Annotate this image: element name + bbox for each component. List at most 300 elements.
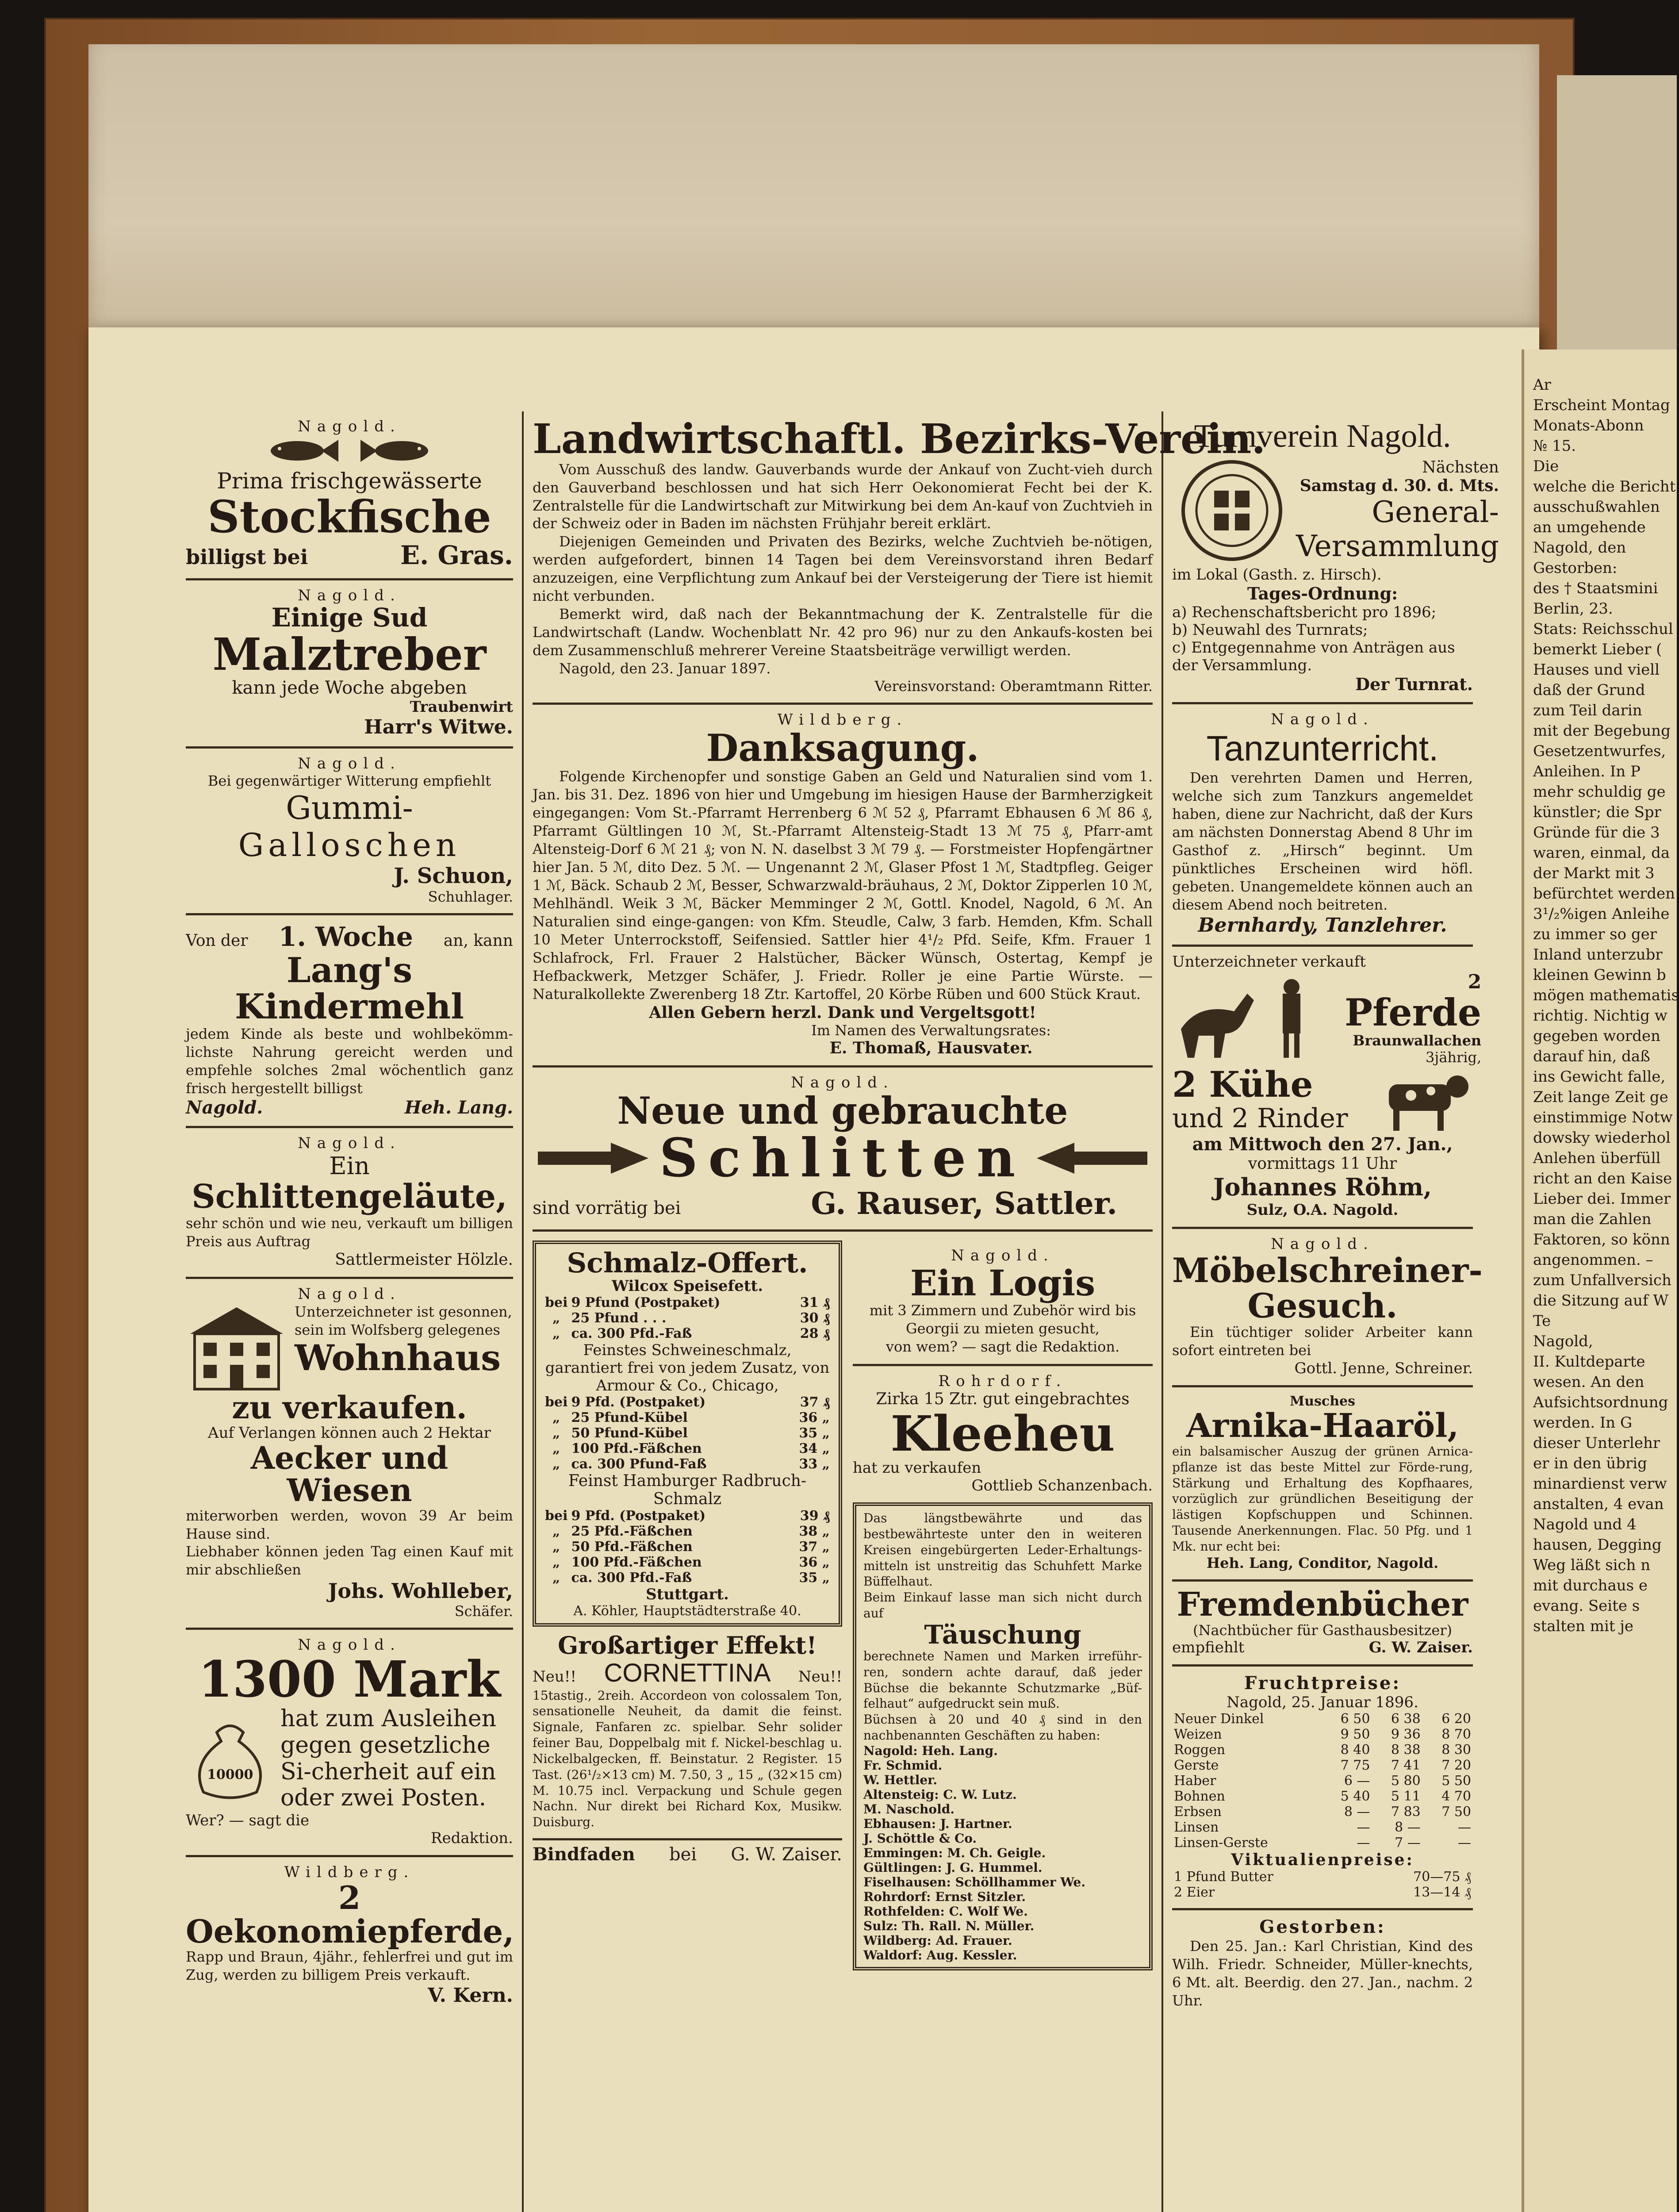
fragment: zum Unfallversich: [1533, 1271, 1671, 1289]
ad-kindermehl: [186, 915, 513, 1129]
text: Von der: [186, 931, 248, 950]
product-name: Bindfaden: [533, 1844, 635, 1865]
price-high: —: [1357, 1835, 1370, 1851]
merchant: A. Köhler, Hauptstädterstraße 40.: [573, 1603, 801, 1619]
fragment: des † Staatsmini: [1533, 580, 1658, 597]
pointing-hand-left-icon: [1035, 1134, 1150, 1183]
price-mid: 5 11: [1391, 1789, 1421, 1805]
bag-label: 10000: [207, 1767, 253, 1782]
date: Nagold, den 23. Januar 1897.: [559, 660, 771, 677]
fruit-row: [1172, 1820, 1473, 1835]
text: Ein tüchtiger solider Arbeiter kann sofort eintreten bei: [1172, 1324, 1473, 1359]
merchant: Gottl. Jenne, Schreiner.: [1294, 1359, 1473, 1378]
place: Rohrdorf.: [938, 1372, 1067, 1390]
fruit-row: [1172, 1742, 1473, 1758]
place: Wildberg.: [777, 711, 908, 729]
agenda-item: c) Entgegennahme von Anträgen aus der Versammlung.: [1172, 639, 1455, 674]
agenda-list: [1172, 603, 1473, 674]
price-row: [543, 1326, 832, 1341]
price: 38 „: [799, 1523, 830, 1539]
text-2: Wer? — sagt die: [186, 1812, 310, 1830]
amount: 50 Pfd.-Fäßchen: [571, 1539, 693, 1555]
fragment: richtig. Nichtig w: [1533, 1007, 1668, 1025]
place: Nagold.: [791, 1073, 894, 1091]
fruit-name: Linsen: [1174, 1820, 1219, 1836]
merchant: G. W. Zaiser.: [731, 1844, 842, 1865]
date: Nagold, 25. Januar 1896.: [1227, 1694, 1418, 1712]
agenda-item: a) Rechenschaftsbericht pro 1896;: [1172, 603, 1437, 621]
place: Nagold.: [298, 418, 401, 435]
product-name: Arnika-Haaröl,: [1186, 1407, 1459, 1445]
fragment: Stats: Reichsschul: [1533, 620, 1673, 638]
qualifier: „: [552, 1425, 560, 1441]
ad-bindfaden: [533, 1840, 842, 1865]
price: 36 „: [799, 1409, 830, 1425]
label: Schäfer.: [454, 1603, 513, 1620]
badge-2: Neu!!: [798, 1667, 842, 1686]
place: Nagold.: [1271, 1235, 1374, 1253]
dealer: Waldorf: Aug. Kessler.: [863, 1947, 1017, 1962]
price: 35 „: [799, 1425, 830, 1441]
pointing-hand-right-icon: [536, 1134, 651, 1183]
amount: 9 Pfd. (Postpaket): [571, 1508, 706, 1524]
price-high: 5 40: [1340, 1789, 1370, 1805]
dealer: W. Hettler.: [863, 1772, 938, 1787]
text-2: hat zu verkaufen: [853, 1459, 981, 1477]
price-high: 8 40: [1340, 1742, 1370, 1758]
fruit-name: Linsen-Gerste: [1174, 1835, 1268, 1851]
text-3: Liebhaber können jeden Tag einen Kauf mit mir abschließen: [186, 1543, 513, 1578]
place: Nagold.: [298, 1636, 401, 1654]
headline: Neue und gebrauchte: [617, 1088, 1068, 1133]
price: 30 ₰: [800, 1310, 830, 1326]
fragment: Anlehen überfüll: [1533, 1149, 1661, 1167]
fragment: die Sitzung auf W: [1533, 1292, 1669, 1310]
ad-stockfische: [186, 411, 513, 580]
product-name: Wohnhaus: [295, 1336, 501, 1379]
price-row: [543, 1456, 832, 1472]
money-bag-icon: [186, 1715, 274, 1803]
amount: 100 Pfd.-Fäßchen: [571, 1554, 702, 1570]
ad-galloschen: [186, 749, 513, 915]
back-pages: [88, 44, 1539, 345]
fragment: evang. Seite s: [1533, 1597, 1640, 1615]
place: Nagold.: [951, 1246, 1054, 1264]
paragraph: Bemerkt wird, daß nach der Bekanntmachung der K. Zentralstelle für die Landwirtschaft (Landw. Wochenblatt Nr. 42 pro 96) nur zu den Ankaufs-kosten bei dem Zusammenschluß mehrerer Vereine Staatsbeiträge verwilligt werden.: [533, 606, 1153, 659]
price-row: [543, 1441, 832, 1456]
dealer: Wildberg: Ad. Frauer.: [863, 1933, 1012, 1948]
fragment: darauf hin, daß: [1533, 1048, 1650, 1065]
headline: 1. Woche: [278, 921, 413, 952]
place: Wildberg.: [284, 1863, 415, 1882]
price-high: 6 50: [1340, 1711, 1370, 1727]
signature-label: Im Namen des Verwaltungsrates:: [811, 1022, 1051, 1039]
fragment: Aufsichtsordnung: [1533, 1394, 1668, 1411]
text: ein balsamischer Auszug der grünen Arnica-pflanze ist das beste Mittel zur Förde-rung, Stärkung und Erhaltung des Kopfhaares, vorzüglich zur gründlichen Beseitigung der lästigen Kopfschuppen und Schinnen. Tausende Anerkennungen. Flac. 50 Pfg. und 1 Mk. nur echt bei:: [1172, 1444, 1473, 1554]
price-row: [543, 1394, 832, 1410]
price-high: 6 —: [1344, 1773, 1370, 1789]
product-name: Schlittengeläute,: [192, 1178, 507, 1216]
text: hat zum Ausleihen gegen gesetzliche Si-cherheit auf ein oder zwei Posten.: [280, 1705, 497, 1812]
fruit-name: Bohnen: [1174, 1789, 1225, 1805]
price-table-3: [543, 1508, 832, 1586]
qualifier: bei: [545, 1394, 568, 1410]
ad-schmalz-offert: [533, 1240, 842, 1627]
fish-icon: [264, 435, 339, 466]
signature: Bernhardy, Tanzlehrer.: [1198, 914, 1447, 937]
text-3: 3jährig,: [1426, 1048, 1482, 1066]
dealer: Fr. Schmid.: [863, 1758, 943, 1773]
fragment: dowsky wiederhol: [1533, 1129, 1671, 1147]
fragment: einstimmige Notw: [1533, 1109, 1673, 1126]
fruit-name: Gerste: [1174, 1758, 1219, 1774]
fragment: Hauses und viell: [1533, 661, 1660, 679]
next-page: [1522, 349, 1677, 2212]
fruit-name: Weizen: [1174, 1727, 1222, 1743]
price: 37 ₰: [800, 1394, 830, 1410]
fragment: werden. In G: [1533, 1414, 1633, 1432]
fragment: zu immer so ger: [1533, 926, 1657, 943]
price-mid: 6 38: [1391, 1711, 1421, 1727]
fragment: minardienst verw: [1533, 1475, 1667, 1493]
item-name: 2 Eier: [1174, 1885, 1215, 1901]
price-high: 8 —: [1344, 1804, 1370, 1820]
fragment: anstalten, 4 evan: [1533, 1495, 1664, 1513]
dealer: Nagold: Heh. Lang.: [863, 1743, 998, 1758]
merchant: Heh. Lang.: [404, 1097, 513, 1118]
amount: ca. 300 Pfd.-Faß: [571, 1325, 692, 1341]
fragment: mögen mathematis: [1533, 987, 1679, 1004]
product-name: Malztreber: [212, 628, 487, 680]
price-mid: 7 —: [1395, 1835, 1421, 1851]
place: Nagold.: [1271, 710, 1374, 728]
ad-1300-mark: [186, 1630, 513, 1857]
text: sind vorrätig bei: [533, 1198, 681, 1218]
thanks: Allen Gebern herzl. Dank und Vergeltsgott!: [649, 1003, 1036, 1022]
qualifier: „: [552, 1523, 560, 1539]
headline: Großartiger Effekt!: [558, 1631, 817, 1659]
text-2: Braunwallachen: [1353, 1032, 1482, 1049]
price-low: —: [1458, 1835, 1471, 1851]
price: 34 „: [799, 1440, 830, 1456]
fish-icon: [360, 435, 435, 466]
headline: zu verkaufen.: [232, 1389, 467, 1426]
fragment: ausschußwahlen: [1533, 498, 1660, 516]
headline: Fruchtpreise:: [1244, 1673, 1401, 1694]
text: Unterzeichneter ist gesonnen, sein im Wolfsberg gelegenes: [295, 1303, 512, 1339]
price-high: 7 75: [1340, 1758, 1370, 1774]
text-2: miterworben werden, wovon 39 Ar beim Hause sind.: [186, 1507, 513, 1542]
fragment: II. Kultdeparte: [1533, 1353, 1645, 1371]
ad-arnika: [1172, 1387, 1473, 1581]
fragment: befürchtet werden: [1533, 885, 1675, 902]
fragment: Berlin, 23.: [1533, 600, 1613, 618]
text-2: Feinst Hamburger Radbruch-Schmalz: [568, 1471, 807, 1508]
price-row: [543, 1310, 832, 1326]
price-mid: 9 36: [1391, 1727, 1421, 1743]
product-name: CORNETTINA: [604, 1658, 771, 1687]
headline-2: Aecker und Wiesen: [250, 1439, 448, 1509]
fragment: künstler; die Spr: [1533, 803, 1661, 821]
fruit-row: [1172, 1727, 1473, 1742]
fragment: Nagold,: [1533, 1333, 1593, 1350]
text: Das längstbewährte und das bestbewährteste unter den in weiteren Kreisen eingebürgerten Leder-Erhaltungs-mitteln ist unstreitig das Schuhfett Marke Büffelhaut.: [863, 1511, 1142, 1589]
text: Feinstes Schweineschmalz, garantiert frei von jedem Zusatz, von Armour & Co., Chicago,: [545, 1341, 830, 1394]
price-row: [543, 1570, 832, 1586]
fruit-row: [1172, 1758, 1473, 1773]
agenda-title: Tages-Ordnung:: [1247, 584, 1398, 603]
dealer: Gültlingen: J. G. Hummel.: [863, 1860, 1043, 1875]
fruit-row: [1172, 1773, 1473, 1789]
text-4: Büchsen à 20 und 40 ₰ sind in den nachbenannten Geschäften zu haben:: [863, 1712, 1142, 1743]
dealer: Emmingen: M. Ch. Geigle.: [863, 1845, 1046, 1860]
price-mid: 5 80: [1391, 1773, 1421, 1789]
price-table: [543, 1295, 832, 1341]
text: (Nachtbücher für Gasthausbesitzer): [1192, 1622, 1453, 1639]
qualifier: „: [552, 1325, 560, 1341]
fruit-price-table: [1172, 1711, 1473, 1851]
fragment: welche die Bericht: [1533, 478, 1676, 495]
signature: Der Turnrat.: [1355, 674, 1473, 694]
badge: Neu!!: [533, 1667, 577, 1686]
place: Nagold.: [298, 1134, 401, 1152]
fragment: angenommen. –: [1533, 1251, 1653, 1269]
column-left: [177, 411, 522, 2212]
dealer: Sulz: Th. Rall. N. Müller.: [863, 1918, 1035, 1933]
ad-kleeheu: [853, 1366, 1153, 1503]
headline: Schmalz-Offert.: [567, 1246, 808, 1279]
gestorben: [1172, 1910, 1473, 2018]
headline-2: General-: [1372, 495, 1499, 529]
text: jedem Kinde als beste und wohlbekömm-lichste Nahrung gereicht werden und empfehle solches 2mal wöchentlich ganz frisch hergestellt billigst: [186, 1025, 513, 1097]
merchant: Harr's Witwe.: [364, 715, 513, 738]
text: 15tastig., 2reih. Accordeon von colossalem Ton, sensationelle Neuheit, da damit die feinst. Signale, Fanfaren zc. spielbar. Sehr solider feiner Bau, Doppelbalg mit f. Nickel-beschlag u. Nickelbalgecken, ff. Beinstatur. 2 Register. 15 Tast. (26¹/₂×13 cm) M. 7.50, 3 „ 15 „ (32×15 cm) M. 10.75 incl. Verpackung und Schule gegen Nachn. Nur direkt bei Richard Kox, Musikw. Duisburg.: [533, 1688, 842, 1830]
text-3: Redaktion.: [430, 1829, 513, 1847]
amount: ca. 300 Pfd.-Faß: [571, 1570, 692, 1586]
fragment: dieser Unterlehr: [1533, 1434, 1660, 1452]
merchant: G. Rauser, Sattler.: [811, 1186, 1117, 1221]
fragment: Anleihen. In P: [1533, 763, 1641, 780]
fragment: richt an den Kaise: [1533, 1170, 1672, 1187]
dealer: Rohrdorf: Ernst Sitzler.: [863, 1889, 1026, 1904]
fragment: Erscheint Montag: [1533, 396, 1670, 414]
price-mid: 7 83: [1391, 1804, 1421, 1820]
price-low: 7 50: [1441, 1804, 1471, 1820]
fragment: Ar: [1533, 376, 1551, 394]
qualifier: „: [552, 1440, 560, 1456]
agenda-item: b) Neuwahl des Turnrats;: [1172, 621, 1368, 639]
price-high: —: [1357, 1820, 1370, 1836]
ad-turnverein: [1172, 411, 1499, 704]
amount: 9 Pfund (Postpaket): [571, 1294, 721, 1310]
headline-2: Gesuch.: [1247, 1286, 1398, 1325]
headline: Möbelschreiner-: [1172, 1250, 1483, 1290]
headline: 2 Oekonomiepferde,: [186, 1879, 514, 1950]
brand: Wilcox Speisefett.: [611, 1277, 763, 1295]
signature: E. Thomaß, Hausvater.: [829, 1038, 1033, 1057]
ad-fremdenbuecher: [1172, 1582, 1473, 1667]
product-name: Pferde: [1345, 990, 1482, 1034]
dealer: Rothfelden: C. Wolf We.: [863, 1904, 1028, 1919]
price-row: [543, 1425, 832, 1441]
fragment: № 15.: [1533, 437, 1576, 455]
item-price: 13—14 ₰: [1413, 1885, 1471, 1901]
ad-cornettina: [533, 1627, 842, 1840]
fragment: ins Gewicht falle,: [1533, 1068, 1666, 1086]
text: Auf Verlangen können auch 2 Hektar: [208, 1424, 491, 1442]
label: Schuhlager.: [428, 888, 513, 905]
fragment: Monats-Abonn: [1533, 417, 1644, 434]
text-2: empfiehlt: [1172, 1639, 1245, 1657]
fragment: 3¹/₂%igen Anleihe: [1533, 905, 1670, 923]
merchant: E. Gras.: [400, 540, 513, 570]
product-name-2: 2 Kühe: [1172, 1063, 1313, 1105]
fragment: Faktoren, so könn: [1533, 1231, 1670, 1248]
location: im Lokal (Gasth. z. Hirsch).: [1172, 566, 1382, 584]
merchant: J. Schuon,: [394, 863, 513, 888]
ad-oekonomiepferde: [186, 1857, 513, 2015]
ad-bezirksverein: [533, 411, 1266, 705]
fruit-row: [1172, 1789, 1473, 1804]
price-high: 9 50: [1340, 1727, 1370, 1743]
place: Nagold.: [298, 587, 401, 604]
price-low: 6 20: [1441, 1711, 1471, 1727]
headline: Ein: [329, 1152, 370, 1180]
text-2: Beim Einkauf lasse man sich nicht durch auf: [863, 1590, 1142, 1621]
price-low: 8 30: [1441, 1742, 1471, 1758]
fragment: waren, einmal, da: [1533, 844, 1670, 862]
fragment: bemerkt Lieber (: [1533, 641, 1662, 658]
paragraph: Diejenigen Gemeinden und Privaten des Bezirks, welche Zuchtvieh be-nötigen, werden aufgefordert, binnen 14 Tagen bei dem Vereinsvorstand ihren Bedarf anzuzeigen, eine Verpflichtung zum Ankauf bei der Versteigerung der Tiere ist hiemit nicht verbunden.: [533, 533, 1153, 605]
merchant: Gottlieb Schanzenbach.: [971, 1477, 1153, 1495]
fragment: man die Zahlen: [1533, 1210, 1652, 1228]
product-name-3: und 2 Rinder: [1172, 1102, 1348, 1134]
price: 37 „: [799, 1539, 830, 1555]
dealer: M. Naschold.: [863, 1801, 955, 1816]
amount: 25 Pfund-Kübel: [571, 1409, 688, 1425]
fragment: Zeit lange Zeit ge: [1533, 1088, 1668, 1106]
price: 33 „: [799, 1456, 830, 1472]
fragment: daß der Grund: [1533, 681, 1645, 699]
cow-icon: [1371, 1067, 1473, 1133]
fragment: Weg läßt sich n: [1533, 1556, 1651, 1574]
paragraph: Den verehrten Damen und Herren, welche sich zum Tanzkurs angemeldet haben, diene zur Nachricht, daß der Kurs am nächsten Donnerstag Abend 8 Uhr im Gasthof z. „Hirsch“ beginnt. Um pünktliches Erscheinen wird höfl. gebeten. Unangemeldete können auch an diesem Abend noch beitreten.: [1172, 769, 1473, 913]
fragment: zum Teil darin: [1533, 702, 1642, 719]
product-name: Gummi-: [286, 789, 413, 826]
signature: Vereinsvorstand: Oberamtmann Ritter.: [874, 678, 1153, 695]
price: 31 ₰: [800, 1294, 830, 1310]
price: 28 ₰: [800, 1325, 830, 1341]
paragraph: Vom Ausschuß des landw. Gauverbands wurde der Ankauf von Zucht-vieh durch den Gauverband beschlossen und hat sich Herr Oekonomierat Fecht bei der K. Zentralstelle für die Landwirtschaft zur Mitwirkung bei dem An-kauf von Zuchtvieh in der Schweiz oder in Baden im nächsten Frühjahr bereit erklärt.: [533, 461, 1153, 532]
text: kann jede Woche abgeben: [232, 677, 467, 698]
price-low: —: [1458, 1820, 1471, 1836]
headline-2: Viktualienpreise:: [1231, 1851, 1414, 1870]
fruit-name: Roggen: [1174, 1742, 1226, 1758]
price: 39 ₰: [800, 1508, 830, 1524]
fruit-name: Erbsen: [1174, 1804, 1222, 1820]
product-name: Kleeheu: [890, 1405, 1115, 1462]
headline: Täuschung: [924, 1619, 1081, 1650]
ad-tanzunterricht: [1172, 704, 1473, 947]
viktualien-table: [1172, 1869, 1473, 1900]
amount: 25 Pfd.-Fäßchen: [571, 1523, 693, 1539]
fruit-name: Neuer Dinkel: [1174, 1711, 1264, 1727]
count: 2: [1468, 970, 1482, 993]
turner-emblem-icon: [1172, 455, 1292, 566]
product-name: Stockfische: [207, 491, 491, 543]
ad-malztreber: [186, 580, 513, 749]
house-icon: [186, 1303, 288, 1391]
ad-schlitten: [533, 1068, 1153, 1232]
price-row: [543, 1539, 832, 1555]
ad-taeuschung: [853, 1502, 1153, 1970]
fragment: Die: [1533, 457, 1559, 475]
fragment: Nagold, den: [1533, 539, 1626, 557]
fragment: mit durchaus e: [1533, 1577, 1648, 1594]
place: Nagold.: [298, 1285, 401, 1303]
merchant: Johs. Wohlleber,: [328, 1579, 513, 1603]
headline: Ein Logis: [910, 1262, 1096, 1304]
price-low: 8 70: [1441, 1727, 1471, 1743]
qualifier: bei: [545, 1508, 568, 1524]
fragment: Inland unterzubr: [1533, 946, 1663, 964]
text: Nächsten: [1422, 458, 1499, 476]
ad-moebelschreiner: [1172, 1229, 1483, 1388]
qualifier: „: [552, 1409, 560, 1425]
fragment: mit der Begebung: [1533, 722, 1671, 740]
text: mit 3 Zimmern und Zubehör wird bis Georgii zu mieten gesucht,: [869, 1302, 1136, 1337]
merchant: G. W. Zaiser.: [1368, 1639, 1473, 1657]
qualifier: bei: [545, 1294, 568, 1310]
amount: 50 Pfund-Kübel: [571, 1425, 688, 1441]
ad-danksagung: [533, 705, 1153, 1068]
time: vormittags 11 Uhr: [1248, 1154, 1397, 1173]
headline: Einige Sud: [271, 603, 428, 633]
column-right: [1163, 411, 1499, 2212]
fragment: der Markt mit 3: [1533, 864, 1655, 882]
headline: Tanzunterricht.: [1206, 729, 1439, 768]
item-price: 70—75 ₰: [1413, 1869, 1471, 1885]
dealer: Ebhausen: J. Hartner.: [863, 1816, 1012, 1831]
item-name: 1 Pfund Butter: [1174, 1869, 1273, 1885]
fragment: er in den übrig: [1533, 1455, 1647, 1472]
price-low: 5 50: [1441, 1773, 1471, 1789]
merchant: Johannes Röhm,: [1213, 1172, 1432, 1201]
qualifier: „: [552, 1310, 560, 1326]
label: billigst bei: [186, 545, 308, 569]
fragment: Nagold und 4: [1533, 1516, 1637, 1533]
fragment: wesen. An den: [1533, 1373, 1644, 1391]
fruit-name: Haber: [1174, 1773, 1216, 1789]
back-pages-right: [1557, 75, 1677, 376]
place: Nagold.: [298, 754, 401, 772]
merchant: Heh. Lang, Conditor, Nagold.: [1206, 1554, 1439, 1571]
fruit-row: [1172, 1835, 1473, 1851]
price-row: [543, 1508, 832, 1524]
amount: ca. 300 Pfund-Faß: [571, 1456, 707, 1472]
city: Stuttgart.: [646, 1585, 729, 1603]
ad-schlittengelaeute: [186, 1128, 513, 1279]
ad-wohnhaus: [186, 1279, 513, 1630]
label: Traubenwirt: [410, 698, 513, 716]
fragment: gegeben worden: [1533, 1027, 1660, 1045]
text: bei: [669, 1844, 697, 1865]
ad-pferde-kuehe: [1172, 947, 1482, 1229]
dealer-list: [863, 1743, 1142, 1962]
ad-logis: [853, 1240, 1153, 1366]
fragment: kleinen Gewinn b: [1533, 966, 1666, 984]
headline: Turnverein Nagold.: [1194, 418, 1451, 454]
